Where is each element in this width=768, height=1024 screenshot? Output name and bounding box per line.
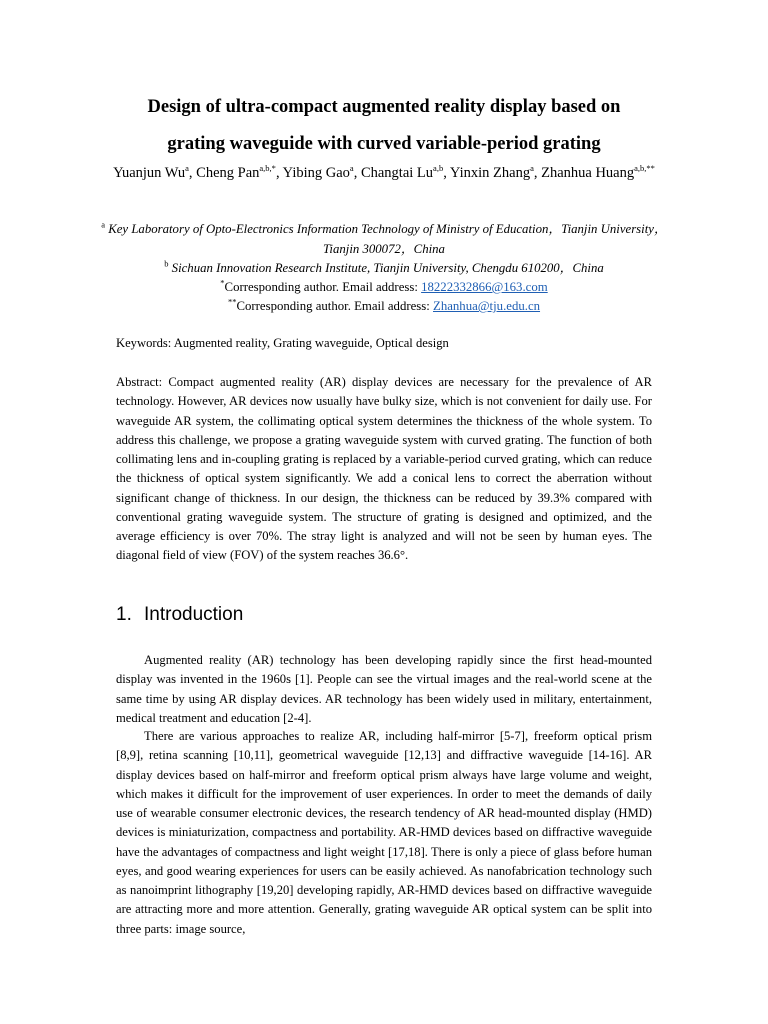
affiliation-mark: a (101, 219, 106, 230)
author-name: Zhanhua Huang (541, 165, 635, 181)
author-name: Yinxin Zhang (449, 165, 531, 181)
section-number: 1. (116, 604, 132, 625)
corresponding-author-2 (100, 297, 668, 317)
corresponding-mark: ** (227, 296, 237, 307)
abstract: Abstract: Compact augmented reality (AR) display devices are necessary for the prevalence of AR technology. However, AR devices now usually have bulky size, which is not convenient for daily use. For waveguide AR system, the collimating optical system determines the thickness of the whole system. To address this challenge, we propose a grating waveguide system with curved grating. The function of both collimating lens and in-coupling grating is replaced by a variable-period curved grating, which can reduce the thickness of optical system significantly. We add a conical lens to correct the aberration without significant change of thickness. In our design, the thickness can be reduced by 39.3% compared with conventional grating waveguide system. The structure of grating is designed and optimized, and the average efficiency is over 70%. The stray light is analyzed and will not be seen by human eyes. The diagonal field of view (FOV) of the system reaches 36.6°. (116, 375, 652, 563)
affiliation-a (100, 220, 668, 259)
author-list: Yuanjun Wu$^a$, Cheng Pan$^{a,b,*}$, Yibing Gao$^a$, Changtai Lu$^{a,b}$, Yinxin Zhang$^a$, Zhanhua Huang$^{a,b,**}$ (113, 163, 655, 181)
paper-title-line-1: Design of ultra-compact augmented reality display based on (147, 97, 621, 117)
author-affiliation-mark: a,b,** (634, 163, 655, 174)
email-link[interactable]: 18222332866@163.com (421, 280, 548, 294)
author-affiliation-mark: a (530, 163, 534, 174)
keywords: Keywords: Augmented reality, Grating waveguide, Optical design (116, 336, 449, 350)
author-name: Cheng Pan (196, 165, 260, 181)
corresponding-mark: * (220, 277, 225, 288)
author-name: Yuanjun Wu (113, 165, 186, 181)
author-affiliation-mark: a,b (433, 163, 444, 174)
affiliation-text: Sichuan Innovation Research Institute, Tianjin University, Chengdu 610200，China (171, 261, 604, 275)
paper-title-line-2: grating waveguide with curved variable-period grating (167, 134, 601, 154)
corresponding-label: Corresponding author. Email address: (236, 299, 433, 313)
section-heading-introduction (116, 602, 243, 628)
affiliation-text: Key Laboratory of Opto-Electronics Information Technology of Ministry of Education，Tianjin University，Tianjin 300072，China (108, 222, 667, 256)
author-affiliation-mark: a (349, 163, 354, 174)
author-name: Yibing Gao (282, 165, 350, 181)
affiliation-mark: b (164, 258, 169, 269)
section-title: Introduction (144, 604, 244, 625)
intro-paragraph-1: Augmented reality (AR) technology has been developing rapidly since the first head-mounted display was invented in the 1960s [1]. People can see the virtual images and the real-world scene at the same time by using AR display devices. AR technology has been widely used in military, entertainment, medical treatment and education [2-4]. (116, 653, 652, 725)
affiliation-b (100, 259, 668, 279)
author-affiliation-mark: a (185, 163, 189, 174)
corresponding-label: Corresponding author. Email address: (224, 280, 422, 294)
corresponding-author-1 (100, 278, 668, 298)
email-link[interactable]: Zhanhua@tju.edu.cn (433, 299, 541, 313)
author-affiliation-mark: a,b,* (259, 163, 276, 174)
intro-paragraph-2: There are various approaches to realize AR, including half-mirror [5-7], freeform optical prism [8,9], retina scanning [10,11], geometrical waveguide [12,13] and diffractive waveguide [14-16]. AR display devices based on half-mirror and freeform optical prism always have large volume and weight, which makes it difficult for the improvement of user experiences. In order to meet the demands of daily use of wearable consumer electronic devices, the research tendency of AR head-mounted display (HMD) devices is miniaturization, compactness and portability. AR-HMD devices based on diffractive waveguide have the advantages of compactness and light weight [17,18]. There is only a piece of glass before human eyes, and good wearing experiences for users can be easily achieved. As nanofabrication technology such as nanoimprint lithography [19,20] developing rapidly, AR-HMD devices based on diffractive waveguide are attracting more and more attention. Generally, grating waveguide AR optical system can be split into three parts: image source, (116, 729, 652, 936)
author-name: Changtai Lu (360, 165, 434, 181)
